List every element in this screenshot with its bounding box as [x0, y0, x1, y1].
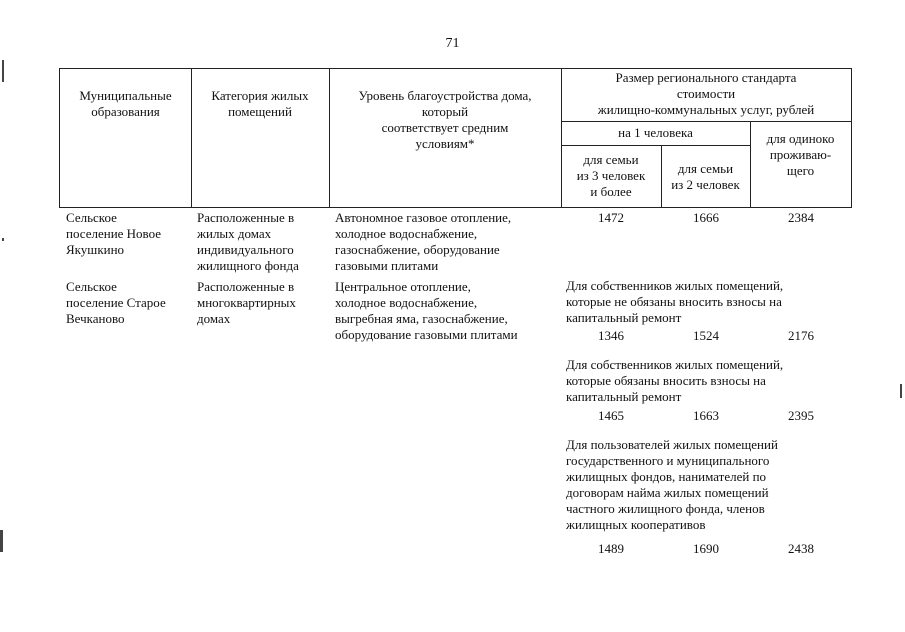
header-line: из 2 человек: [671, 177, 740, 192]
value-family-3: 1489: [598, 541, 624, 556]
divider: [561, 121, 851, 122]
text-line: газоснабжение, оборудование: [335, 242, 500, 257]
value-family-3: 1472: [598, 210, 624, 225]
header-standard: [561, 70, 851, 118]
header-family-2: [661, 161, 750, 193]
row1-municipality: [66, 210, 161, 258]
text-line: которые не обязаны вносить взносы на: [566, 294, 782, 309]
row2-municipality: [66, 279, 166, 327]
divider: [561, 145, 750, 146]
row2-amenity: [335, 279, 518, 343]
row2-category: [197, 279, 296, 327]
scan-mark: [0, 530, 3, 552]
header-line: из 3 человек: [576, 168, 646, 183]
value-family-2: 1690: [693, 541, 719, 556]
text-line: холодное водоснабжение,: [335, 226, 478, 241]
header-family-3: [561, 152, 661, 200]
scan-mark: [2, 60, 4, 82]
text-line: жилищного фонда: [197, 258, 299, 273]
value-family-2: 1524: [693, 328, 719, 343]
text-line: Расположенные в: [197, 279, 295, 294]
header-line: Уровень благоустройства дома,: [358, 88, 532, 103]
header-line: для семьи: [583, 152, 639, 167]
value-single: 2384: [788, 210, 814, 225]
header-line: Муниципальные: [79, 88, 172, 103]
text-line: газовыми плитами: [335, 258, 439, 273]
text-line: Автономное газовое отопление,: [335, 210, 512, 225]
text-line: жилых домах: [197, 226, 272, 241]
text-line: Для пользователей жилых помещений: [566, 437, 778, 452]
text-line: домах: [197, 311, 231, 326]
value-single: 2176: [788, 328, 814, 343]
text-line: индивидуального: [197, 242, 294, 257]
text-line: Якушкино: [66, 242, 125, 257]
text-line: Расположенные в: [197, 210, 295, 225]
text-line: жилищных кооперативов: [566, 517, 706, 532]
value-single: 2438: [788, 541, 814, 556]
header-line: условиям*: [415, 136, 475, 151]
row1-amenity: [335, 210, 511, 274]
scan-mark: [2, 238, 4, 241]
text-line: Сельское: [66, 279, 117, 294]
header-line: стоимости: [676, 86, 736, 101]
text-line: холодное водоснабжение,: [335, 295, 478, 310]
header-line: жилищно-коммунальных услуг, рублей: [597, 102, 815, 117]
text-line: выгребная яма, газоснабжение,: [335, 311, 508, 326]
text-line: поселение Старое: [66, 295, 166, 310]
group-note: [566, 437, 778, 533]
header-amenity: [329, 88, 561, 152]
group-note: [566, 278, 783, 326]
text-line: поселение Новое: [66, 226, 162, 241]
table-header: [59, 68, 852, 208]
value-family-2: 1666: [693, 210, 719, 225]
value-family-3: 1346: [598, 328, 624, 343]
header-municipality: [60, 88, 191, 120]
header-line: проживаю-: [769, 147, 832, 162]
header-line: щего: [786, 163, 815, 178]
value-family-3: 1465: [598, 408, 624, 423]
header-line: и более: [590, 184, 632, 199]
header-line: который: [421, 104, 469, 119]
text-line: государственного и муниципального: [566, 453, 770, 468]
text-line: оборудование газовыми плитами: [335, 327, 518, 342]
text-line: которые обязаны вносить взносы на: [566, 373, 766, 388]
header-line: Категория жилых: [211, 88, 309, 103]
text-line: жилищных фондов, нанимателей по: [566, 469, 767, 484]
text-line: многоквартирных: [197, 295, 296, 310]
header-single: [750, 131, 851, 179]
value-single: 2395: [788, 408, 814, 423]
group-note: [566, 357, 783, 405]
text-line: частного жилищного фонда, членов: [566, 501, 765, 516]
scan-mark: [900, 384, 902, 398]
text-line: Для собственников жилых помещений,: [566, 278, 784, 293]
text-line: Для собственников жилых помещений,: [566, 357, 784, 372]
text-line: капитальный ремонт: [566, 310, 682, 325]
value-family-2: 1663: [693, 408, 719, 423]
text-line: Центральное отопление,: [335, 279, 471, 294]
row1-category: [197, 210, 299, 274]
header-line: помещений: [228, 104, 292, 119]
header-line: для семьи: [677, 161, 734, 176]
header-line: образования: [91, 104, 160, 119]
header-category: [191, 88, 329, 120]
header-line: соответствует средним: [381, 120, 509, 135]
text-line: капитальный ремонт: [566, 389, 682, 404]
header-per-person: на 1 человека: [618, 125, 693, 140]
header-line: для одиноко: [766, 131, 835, 146]
page-number: 71: [445, 36, 460, 51]
header-line: Размер регионального стандарта: [615, 70, 797, 85]
text-line: договорам найма жилых помещений: [566, 485, 769, 500]
text-line: Сельское: [66, 210, 117, 225]
text-line: Вечканово: [66, 311, 125, 326]
